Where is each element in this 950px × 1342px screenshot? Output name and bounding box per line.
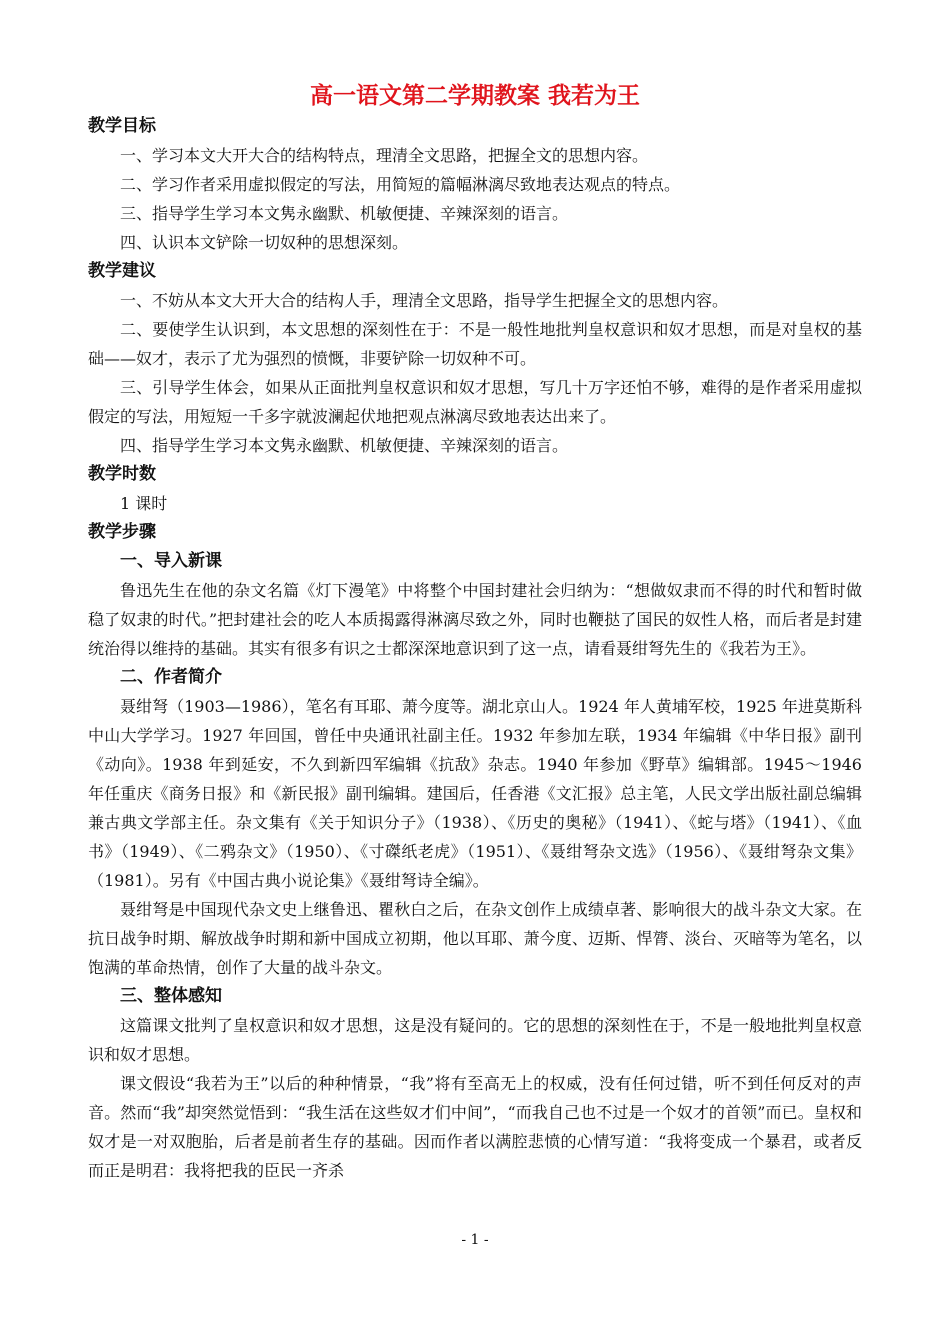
step-heading-overall: 三、整体感知 bbox=[120, 986, 222, 1006]
hours-value: 1 课时 bbox=[120, 494, 168, 513]
goal-item: 二、学习作者采用虚拟假定的写法，用简短的篇幅淋漓尽致地表达观点的特点。 bbox=[120, 175, 681, 194]
step-paragraph: 聂绀弩是中国现代杂文史上继鲁迅、瞿秋白之后，在杂文创作上成绩卓著、影响很大的战斗杂文大家。在抗日战争时期、解放战争时期和新中国成立初期，他以耳耶、萧今度、迈斯、悍膂、淡台、灭暗等为笔名，以饱满的革命热情，创作了大量的战斗杂文。 bbox=[88, 900, 862, 977]
step-paragraph: 鲁迅先生在他的杂文名篇《灯下漫笔》中将整个中国封建社会归纳为：“想做奴隶而不得的时代和暂时做稳了奴隶的时代。”把封建社会的吃人本质揭露得淋漓尽致之外，同时也鞭挞了国民的奴性人格，而后者是封建统治得以维持的基础。其实有很多有识之士都深深地意识到了这一点，请看聂绀弩先生的《我若为王》。 bbox=[88, 581, 862, 658]
section-heading-steps: 教学步骤 bbox=[88, 522, 156, 542]
goal-item: 三、指导学生学习本文隽永幽默、机敏便捷、辛辣深刻的语言。 bbox=[120, 204, 569, 223]
section-heading-goals: 教学目标 bbox=[88, 116, 156, 136]
goal-item: 四、认识本文铲除一切奴种的思想深刻。 bbox=[120, 233, 409, 252]
step-heading-intro: 一、导入新课 bbox=[120, 551, 222, 571]
step-heading-author: 二、作者简介 bbox=[120, 667, 222, 687]
suggestion-item: 一、不妨从本文大开大合的结构人手，理清全文思路，指导学生把握全文的思想内容。 bbox=[120, 291, 729, 310]
section-heading-suggestions: 教学建议 bbox=[88, 261, 156, 281]
step-paragraph: 聂绀弩（1903—1986），笔名有耳耶、萧今度等。湖北京山人。1924 年人黄埔军校，1925 年进莫斯科中山大学学习。1927 年回国，曾任中央通讯社副主任。1932 年参加左联，1934 年编辑《中华日报》副刊《动向》。1938 年到延安，不久到新四军编辑《抗敌》杂志。1940 年参加《野草》编辑部。1945～1946 年任重庆《商务日报》和《新民报》副刊编辑。建国后，任香港《文汇报》总主笔，人民文学出版社副总编辑兼古典文学部主任。杂文集有《关于知识分子》（1938）、《历史的奥秘》（1941）、《蛇与塔》（1941）、《血书》（1949）、《二鸦杂文》（1950）、《寸磔纸老虎》（1951）、《聂绀弩杂文选》（1956）、《聂绀弩杂文集》（1981）。另有《中国古典小说论集》《聂绀弩诗全编》。 bbox=[88, 697, 862, 890]
suggestion-item: 四、指导学生学习本文隽永幽默、机敏便捷、辛辣深刻的语言。 bbox=[120, 436, 569, 455]
page-number: - 1 - bbox=[461, 1232, 489, 1248]
step-paragraph: 课文假设“我若为王”以后的种种情景，“我”将有至高无上的权威，没有任何过错，听不到任何反对的声音。然而“我”却突然觉悟到：“我生活在这些奴才们中间”，“而我自己也不过是一个奴才的首领”而已。皇权和奴才是一对双胞胎，后者是前者生存的基础。因而作者以满腔悲愤的心情写道：“我将变成一个暴君，或者反而正是明君：我将把我的臣民一齐杀 bbox=[88, 1074, 862, 1180]
suggestion-item: 二、要使学生认识到，本文思想的深刻性在于：不是一般性地批判皇权意识和奴才思想，而是对皇权的基础——奴才，表示了尤为强烈的愤慨，非要铲除一切奴种不可。 bbox=[88, 320, 862, 368]
suggestion-item: 三、引导学生体会，如果从正面批判皇权意识和奴才思想，写几十万字还怕不够，难得的是作者采用虚拟假定的写法，用短短一千多字就波澜起伏地把观点淋漓尽致地表达出来了。 bbox=[88, 378, 862, 426]
document-body bbox=[88, 112, 862, 1185]
step-paragraph: 这篇课文批判了皇权意识和奴才思想，这是没有疑问的。它的思想的深刻性在于，不是一般地批判皇权意识和奴才思想。 bbox=[88, 1016, 862, 1064]
goal-item: 一、学习本文大开大合的结构特点，理清全文思路，把握全文的思想内容。 bbox=[120, 146, 649, 165]
document-title: 高一语文第二学期教案 我若为王 bbox=[309, 83, 640, 109]
section-heading-hours: 教学时数 bbox=[88, 464, 156, 484]
